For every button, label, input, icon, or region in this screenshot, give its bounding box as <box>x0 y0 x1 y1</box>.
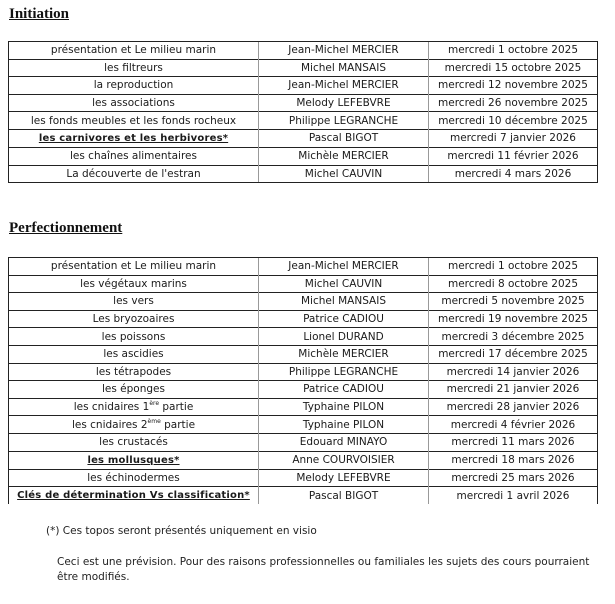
topic-text: les ascidies <box>103 348 164 361</box>
topic-text: les tétrapodes <box>95 365 172 378</box>
topic-text: Les bryozoaires <box>92 313 175 326</box>
table-row <box>9 345 598 363</box>
speaker-cell: Michèle MERCIER <box>259 147 429 165</box>
topic-text: La découverte de l'estran <box>66 167 201 180</box>
table-row <box>9 293 598 311</box>
speaker-cell: Philippe LEGRANCHE <box>259 112 429 130</box>
topic-text: les associations <box>92 97 175 110</box>
topic-cell <box>9 165 259 183</box>
table-row <box>9 310 598 328</box>
table-row <box>9 275 598 293</box>
topic-text: les poissons <box>101 330 166 343</box>
table-row <box>9 165 598 183</box>
topic-text: les carnivores et les herbivores* <box>38 132 229 144</box>
ordinal-superscript: ème <box>147 417 161 425</box>
topic-cell <box>9 328 259 346</box>
date-cell: mercredi 1 octobre 2025 <box>429 258 598 276</box>
topic-cell <box>9 275 259 293</box>
date-cell: mercredi 21 janvier 2026 <box>429 381 598 399</box>
topic-cell <box>9 293 259 311</box>
speaker-cell: Philippe LEGRANCHE <box>259 363 429 381</box>
date-cell: mercredi 11 février 2026 <box>429 147 598 165</box>
topic-cell <box>9 398 259 416</box>
topic-suffix: partie <box>159 401 194 414</box>
table-row <box>9 381 598 399</box>
topic-text: les éponges <box>102 383 165 396</box>
date-cell: mercredi 7 janvier 2026 <box>429 129 598 147</box>
speaker-cell: Typhaine PILON <box>259 416 429 434</box>
speaker-cell: Pascal BIGOT <box>259 487 429 505</box>
speaker-cell: Michèle MERCIER <box>259 345 429 363</box>
topic-text: présentation et Le milieu marin <box>50 260 217 273</box>
date-cell: mercredi 5 novembre 2025 <box>429 293 598 311</box>
topic-cell <box>9 451 259 469</box>
topic-cell <box>9 147 259 165</box>
speaker-cell: Pascal BIGOT <box>259 129 429 147</box>
date-cell: mercredi 10 décembre 2025 <box>429 112 598 130</box>
date-cell: mercredi 15 octobre 2025 <box>429 59 598 77</box>
date-cell: mercredi 1 avril 2026 <box>429 487 598 505</box>
table-row <box>9 94 598 112</box>
table-row <box>9 112 598 130</box>
date-cell: mercredi 14 janvier 2026 <box>429 363 598 381</box>
date-cell: mercredi 4 mars 2026 <box>429 165 598 183</box>
topic-text: les cnidaires 2 <box>71 418 148 431</box>
date-cell: mercredi 25 mars 2026 <box>429 469 598 487</box>
topic-text: les végétaux marins <box>80 277 187 290</box>
topic-cell <box>9 258 259 276</box>
topic-cell <box>9 363 259 381</box>
date-cell: mercredi 1 octobre 2025 <box>429 42 598 60</box>
topic-text: les échinodermes <box>87 471 180 484</box>
speaker-cell: Michel CAUVIN <box>259 275 429 293</box>
speaker-cell: Typhaine PILON <box>259 398 429 416</box>
table-row <box>9 258 598 276</box>
section-title-initiation: Initiation <box>9 6 70 22</box>
topic-text: les filtreurs <box>104 61 163 74</box>
topic-text: les fonds meubles et les fonds rocheux <box>30 114 237 127</box>
table-row <box>9 42 598 60</box>
date-cell: mercredi 4 février 2026 <box>429 416 598 434</box>
speaker-cell: Melody LEFEBVRE <box>259 469 429 487</box>
topic-suffix: partie <box>160 418 196 431</box>
speaker-cell: Melody LEFEBVRE <box>259 94 429 112</box>
topic-cell <box>9 487 259 505</box>
table-row <box>9 416 598 434</box>
speaker-cell: Michel MANSAIS <box>259 59 429 77</box>
speaker-cell: Edouard MINAYO <box>259 433 429 451</box>
ordinal-superscript: ère <box>149 400 160 408</box>
topic-text: les mollusques* <box>87 454 180 466</box>
topic-cell <box>9 112 259 130</box>
topic-cell <box>9 77 259 95</box>
date-cell: mercredi 12 novembre 2025 <box>429 77 598 95</box>
topic-cell <box>9 310 259 328</box>
topic-text: la reproduction <box>93 79 174 92</box>
initiation-schedule-table <box>8 41 598 183</box>
speaker-cell: Michel MANSAIS <box>259 293 429 311</box>
table-row <box>9 433 598 451</box>
topic-cell <box>9 381 259 399</box>
date-cell: mercredi 28 janvier 2026 <box>429 398 598 416</box>
date-cell: mercredi 8 octobre 2025 <box>429 275 598 293</box>
visio-footnote: (*) Ces topos seront présentés uniquement en visio <box>46 525 317 537</box>
speaker-cell: Lionel DURAND <box>259 328 429 346</box>
date-cell: mercredi 11 mars 2026 <box>429 433 598 451</box>
speaker-cell: Jean-Michel MERCIER <box>259 77 429 95</box>
speaker-cell: Jean-Michel MERCIER <box>259 258 429 276</box>
topic-text: les crustacés <box>99 436 168 449</box>
table-row <box>9 59 598 77</box>
date-cell: mercredi 26 novembre 2025 <box>429 94 598 112</box>
topic-cell <box>9 469 259 487</box>
topic-cell <box>9 345 259 363</box>
section-title-perfectionnement: Perfectionnement <box>9 220 123 236</box>
topic-text: Clés de détermination Vs classification* <box>17 490 250 502</box>
table-row <box>9 147 598 165</box>
date-cell: mercredi 18 mars 2026 <box>429 451 598 469</box>
topic-cell <box>9 433 259 451</box>
table-row <box>9 451 598 469</box>
date-cell: mercredi 3 décembre 2025 <box>429 328 598 346</box>
table-row <box>9 469 598 487</box>
topic-cell <box>9 129 259 147</box>
perfectionnement-schedule-table <box>8 257 598 504</box>
table-row <box>9 487 598 505</box>
topic-cell <box>9 94 259 112</box>
topic-text: les vers <box>113 295 154 308</box>
speaker-cell: Jean-Michel MERCIER <box>259 42 429 60</box>
topic-text: présentation et Le milieu marin <box>50 44 217 57</box>
table-row <box>9 398 598 416</box>
table-row <box>9 328 598 346</box>
disclaimer-note: Ceci est une prévision. Pour des raisons professionnelles ou familiales les sujets des cours pourraient être modifiés. <box>57 556 590 583</box>
date-cell: mercredi 19 novembre 2025 <box>429 310 598 328</box>
speaker-cell: Patrice CADIOU <box>259 381 429 399</box>
date-cell: mercredi 17 décembre 2025 <box>429 345 598 363</box>
topic-text: les chaînes alimentaires <box>70 150 197 163</box>
table-row <box>9 77 598 95</box>
table-row <box>9 129 598 147</box>
topic-cell <box>9 59 259 77</box>
speaker-cell: Michel CAUVIN <box>259 165 429 183</box>
topic-text: les cnidaires 1 <box>73 401 150 414</box>
speaker-cell: Anne COURVOISIER <box>259 451 429 469</box>
speaker-cell: Patrice CADIOU <box>259 310 429 328</box>
topic-cell <box>9 416 259 434</box>
table-row <box>9 363 598 381</box>
topic-cell <box>9 42 259 60</box>
